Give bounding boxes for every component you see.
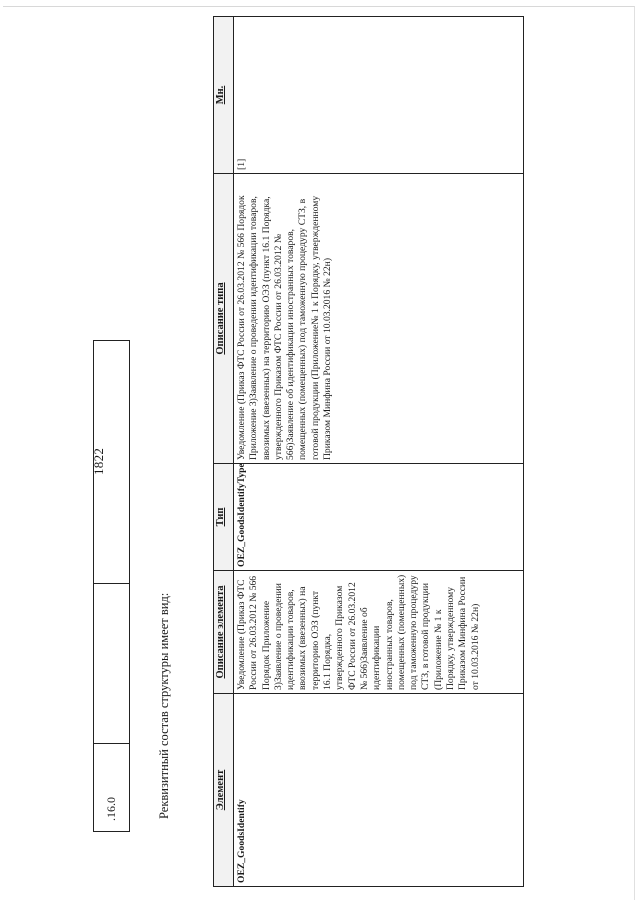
cell-element: OEZ_GoodsIdentify <box>234 694 524 887</box>
code-value: .16.0 <box>104 797 118 821</box>
header-type: Тип <box>214 464 234 571</box>
header-multiplicity: Мн. <box>214 17 234 174</box>
cell-type: OEZ_GoodsIdentifyType <box>234 464 524 571</box>
requisites-table <box>213 16 524 887</box>
code-cell <box>94 743 129 831</box>
header-element: Элемент <box>214 694 234 887</box>
cell-multiplicity: [1] <box>234 17 524 174</box>
structure-caption: Реквизитный состав структуры имеет вид: <box>157 592 171 819</box>
page-number: 1822 <box>91 447 106 475</box>
header-element-description: Описание элемента <box>214 571 234 694</box>
cell-type-description: Уведомление (Приказ ФТС России от 26.03.2012 № 566 Порядок Приложение 3)Заявление о проведении идентификации товаров, ввозимых (ввезенных) на территорию ОЭЗ (пункт 16.1 Порядка, утвержденного Приказом ФТС России от 26.03.2012 № 566)Заявление об идентификации иностранных товаров, помещенных (помещенных) под таможенную процедуру СТЗ, в готовой продукции (Приложение№ 1 к Порядку, утвержденному Приказом Минфина России от 10.03.2016 № 22н) <box>234 174 524 464</box>
cell-element-description: Уведомление (Приказ ФТС России от 26.03.2012 № 566 Порядок Приложение 3)Заявление о проведении идентификации товаров, ввозимых (ввезенных) на территорию ОЭЗ (пункт 16.1 Порядка, утвержденного Приказом ФТС России от 26.03.2012 № 566)Заявление об идентификации иностранных товаров, помещенных (помещенных) под таможенную процедуру СТЗ, в готовой продукции (Приложение № 1 к Порядку, утвержденному Приказом Минфина России от 10.03.2016 № 22н) <box>234 571 524 694</box>
table-row <box>234 17 524 887</box>
header-type-description: Описание типа <box>214 174 234 464</box>
code-cell-empty <box>94 583 129 744</box>
code-box <box>93 340 130 832</box>
table-header-row <box>214 17 234 887</box>
